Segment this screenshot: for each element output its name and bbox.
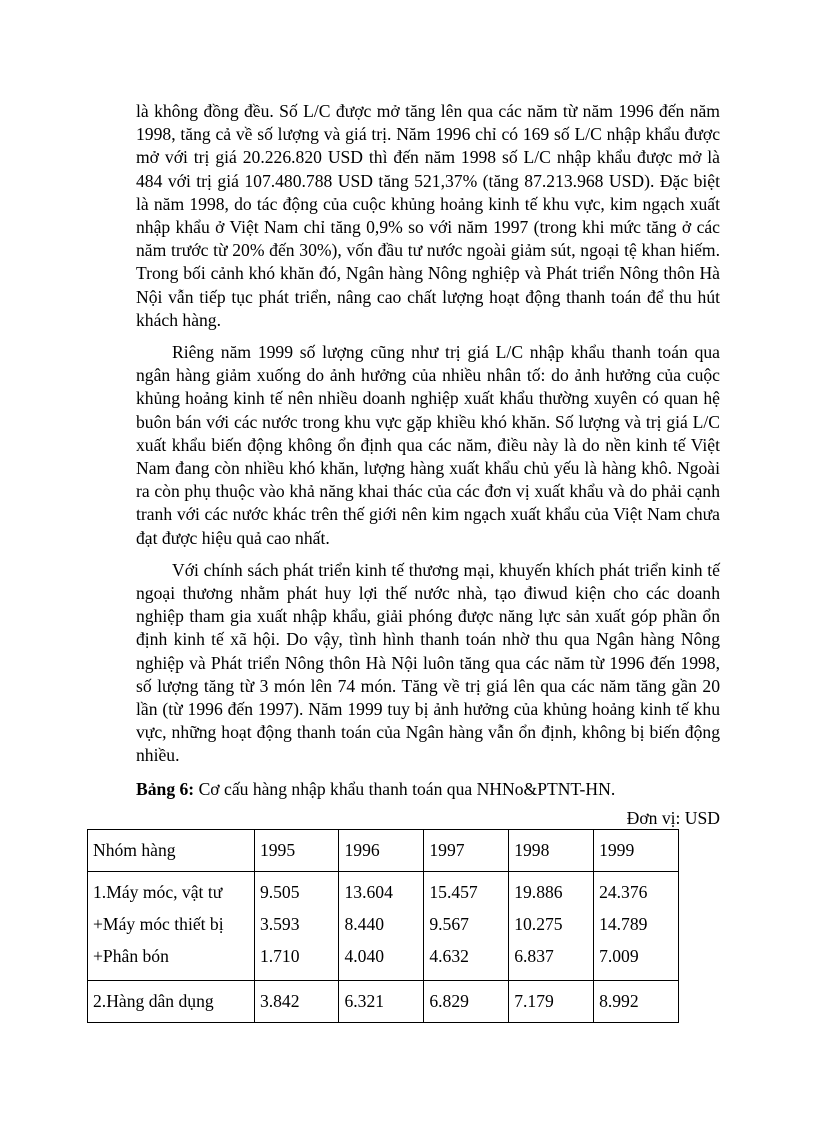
value: 4.040 (344, 946, 385, 966)
value: 15.457 (429, 882, 478, 902)
table-caption-label: Bảng 6: (136, 778, 195, 799)
value: 6.321 (339, 981, 424, 1023)
header-cell: Nhóm hàng (88, 830, 255, 872)
value: 3.593 (259, 914, 300, 934)
table-row (88, 872, 679, 981)
value: 14.789 (599, 914, 648, 934)
header-cell: 1998 (509, 830, 594, 872)
value: 3.842 (254, 981, 339, 1023)
value: 13.604 (344, 882, 393, 902)
table-cell (509, 872, 594, 981)
value: 10.275 (514, 914, 563, 934)
table-unit: Đơn vị: USD (626, 807, 720, 828)
header-cell: 1995 (254, 830, 339, 872)
import-structure-table (87, 829, 679, 1023)
paragraph-2: Riêng năm 1999 số lượng cũng như trị giá L/C nhập khẩu thanh toán qua ngân hàng giảm xuống do ảnh hưởng của nhiều nhân tố: do ảnh hưởng của cuộc khủng hoảng kinh tế nên nhiều doanh nghiệp xuất khẩu thường xuyên có quan hệ buôn bán với các nước trong khu vực gặp khiều khó khăn. Số lượng và trị giá L/C xuất khẩu biến động không ổn định qua các năm, điều này là do nền kinh tế Việt Nam đang còn nhiều khó khăn, lượng hàng xuất khẩu chủ yếu là hàng khô. Ngoài ra còn phụ thuộc vào khả năng khai thác của các đơn vị xuất khẩu và do phải cạnh tranh với các nước khác trên thế giới nên kim ngạch xuất khẩu của Việt Nam chưa đạt được hiệu quả cao nhất. (136, 342, 720, 548)
value: 19.886 (514, 882, 563, 902)
table-cell (594, 872, 679, 981)
table-caption (136, 778, 720, 801)
paragraph-1: là không đồng đều. Số L/C được mở tăng lên qua các năm từ năm 1996 đến năm 1998, tăng cả về số lượng và giá trị. Năm 1996 chỉ có 169 số L/C nhập khẩu được mở với trị giá 20.226.820 USD thì đến năm 1998 số L/C nhập khẩu được mở là 484 với trị giá 107.480.788 USD tăng 521,37% (tăng 87.213.968 USD). Đặc biệt là năm 1998, do tác động của cuộc khủng hoảng kinh tế khu vực, kim ngạch xuất nhập khẩu ở Việt Nam chỉ tăng 0,9% so với năm 1997 (trong khi mức tăng ở các năm trước từ 20% đến 30%), vốn đầu tư nước ngoài giảm sút, ngoại tệ khan hiếm. Trong bối cảnh khó khăn đó, Ngân hàng Nông nghiệp và Phát triển Nông thôn Hà Nội vẫn tiếp tục phát triển, nâng cao chất lượng hoạt động thanh toán để thu hút khách hàng. (136, 101, 720, 330)
value: 7.179 (509, 981, 594, 1023)
row-label: +Máy móc thiết bị (93, 914, 224, 934)
value: 24.376 (599, 882, 648, 902)
header-cell: 1996 (339, 830, 424, 872)
table-cell (254, 872, 339, 981)
value: 6.829 (424, 981, 509, 1023)
value: 6.837 (514, 946, 554, 966)
row-label: 1.Máy móc, vật tư (93, 882, 223, 902)
paragraph-3: Với chính sách phát triển kinh tế thương mại, khuyến khích phát triển kinh tế ngoại thương nhằm phát huy lợi thế nước nhà, tạo điwud kiện cho các doanh nghiệp tham gia xuất nhập khẩu, giải phóng được năng lực sản xuất góp phần ổn định kinh tế xã hội. Do vậy, tình hình thanh toán nhờ thu qua Ngân hàng Nông nghiệp và Phát triển Nông thôn Hà Nội luôn tăng qua các năm từ 1996 đến 1998, số lượng tăng từ 3 món lên 74 món. Tăng về trị giá lên qua các năm tăng gần 20 lần (từ 1996 đến 1997). Năm 1999 tuy bị ảnh hưởng của khủng hoảng kinh tế khu vực, những hoạt động thanh toán của Ngân hàng vẫn ổn định, không bị biến động nhiều. (136, 559, 720, 766)
table-caption-text: Cơ cấu hàng nhập khẩu thanh toán qua NHNo&PTNT-HN. (194, 778, 616, 799)
value: 9.567 (429, 914, 469, 934)
header-cell: 1999 (594, 830, 679, 872)
value: 7.009 (599, 946, 639, 966)
row-label: 2.Hàng dân dụng (88, 981, 255, 1023)
document-body (136, 100, 720, 830)
table-header-row (88, 830, 679, 872)
table-cell (339, 872, 424, 981)
table-cell (424, 872, 509, 981)
row-label: +Phân bón (93, 946, 169, 966)
value: 9.505 (259, 882, 300, 902)
table-row (88, 981, 679, 1023)
table-cell (88, 872, 255, 981)
value: 1.710 (259, 946, 300, 966)
header-cell: 1997 (424, 830, 509, 872)
value: 8.992 (594, 981, 679, 1023)
value: 4.632 (429, 946, 469, 966)
value: 8.440 (344, 914, 385, 934)
